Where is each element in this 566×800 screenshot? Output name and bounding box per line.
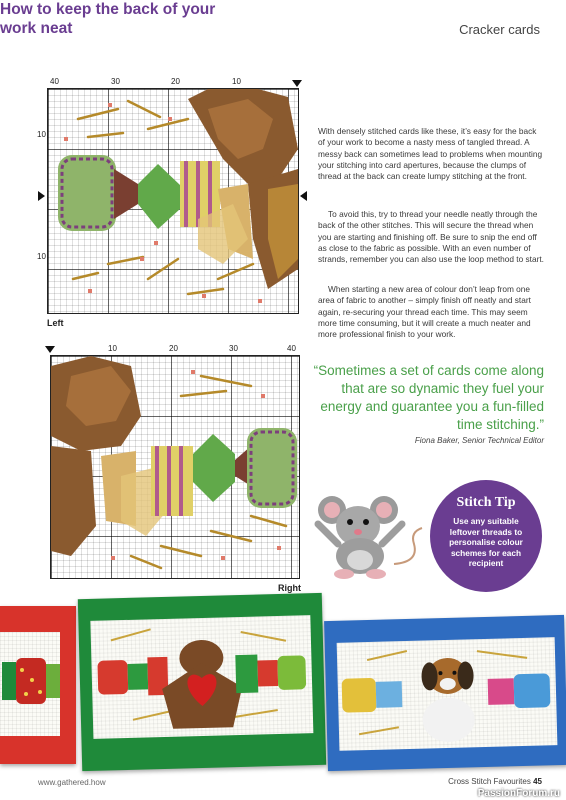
chart-left-tick-top: 10 [232,77,241,86]
article-paragraph: With densely stitched cards like these, it’s easy for the back of your work to become a nasty mess of tangled thread. A messy back can sometimes lead to problems when mounting your stitching into card apertures, because the clumps of thread at the back can create lumpy stitching at the front. [318,126,543,182]
chart-right-tick-top: 10 [108,344,117,353]
chart-left-tick-side: 10 [37,130,46,139]
chart-right-tick-top: 30 [229,344,238,353]
chart-left-tick-top: 30 [111,77,120,86]
chart-right-tick-top: 20 [169,344,178,353]
watermark: PassionForum.ru [477,788,560,799]
chart-left-label: Left [47,318,64,328]
stitch-tip-title: Stitch Tip [456,495,516,510]
card-blue-stitching [337,637,558,751]
card-photo-red [0,606,76,764]
footer-magazine [448,777,542,786]
pull-quote-author: Fiona Baker, Senior Technical Editor [414,436,544,445]
chart-left-center-arrow-right [300,191,307,201]
stitch-tip-body: Use any suitable leftover threads to personalise colour schemes for each recipient [449,516,523,568]
chart-left [0,0,310,330]
article-paragraph: When starting a new area of colour don’t leap from one area of fabric to another – simply finish off neatly and start again, re-securing your thread each time. This may seem more time consuming, but it will create a much neater and more professional finish to your work. [318,284,531,340]
footer-page-number: 45 [533,777,542,786]
chart-right-grid [50,355,300,579]
footer-magazine-name: Cross Stitch Favourites [448,777,531,786]
card-red-stitching [0,632,60,736]
footer-website: www.gathered.how [38,778,106,787]
chart-left-pattern [48,89,298,313]
article-paragraph: To avoid this, try to thread your needle neatly through the back of the other stitches. This will secure the thread when you are starting and finishing off. Be sure to snip the end off as close to the fabric as possible. With an even number of strands, remember you can also use the loop method to start. [318,209,544,265]
chart-left-center-arrow-top [292,80,302,87]
chart-left-tick-top: 20 [171,77,180,86]
chart-left-center-arrow-side [38,191,45,201]
card-photo-green [78,593,326,771]
stitch-tip-badge [430,480,542,592]
chart-right [0,340,310,600]
card-green-stitching [90,615,313,739]
chart-left-tick-side: 10 [37,252,46,261]
card-photo-blue [324,615,566,771]
chart-right-pattern [51,356,299,578]
chart-right-tick-top: 40 [287,344,296,353]
chart-right-center-arrow-top [45,346,55,353]
chart-left-grid [47,88,299,314]
chart-left-tick-top: 40 [50,77,59,86]
pull-quote: “Sometimes a set of cards come along that are so dynamic they fuel your energy and guarantee you a fun-filled time stitching.” [313,363,544,432]
chart-right-label: Right [278,583,301,593]
mouse-illustration [314,484,430,580]
section-title: Cracker cards [459,22,540,37]
article-heading: How to keep the back of your work neat [0,1,216,37]
